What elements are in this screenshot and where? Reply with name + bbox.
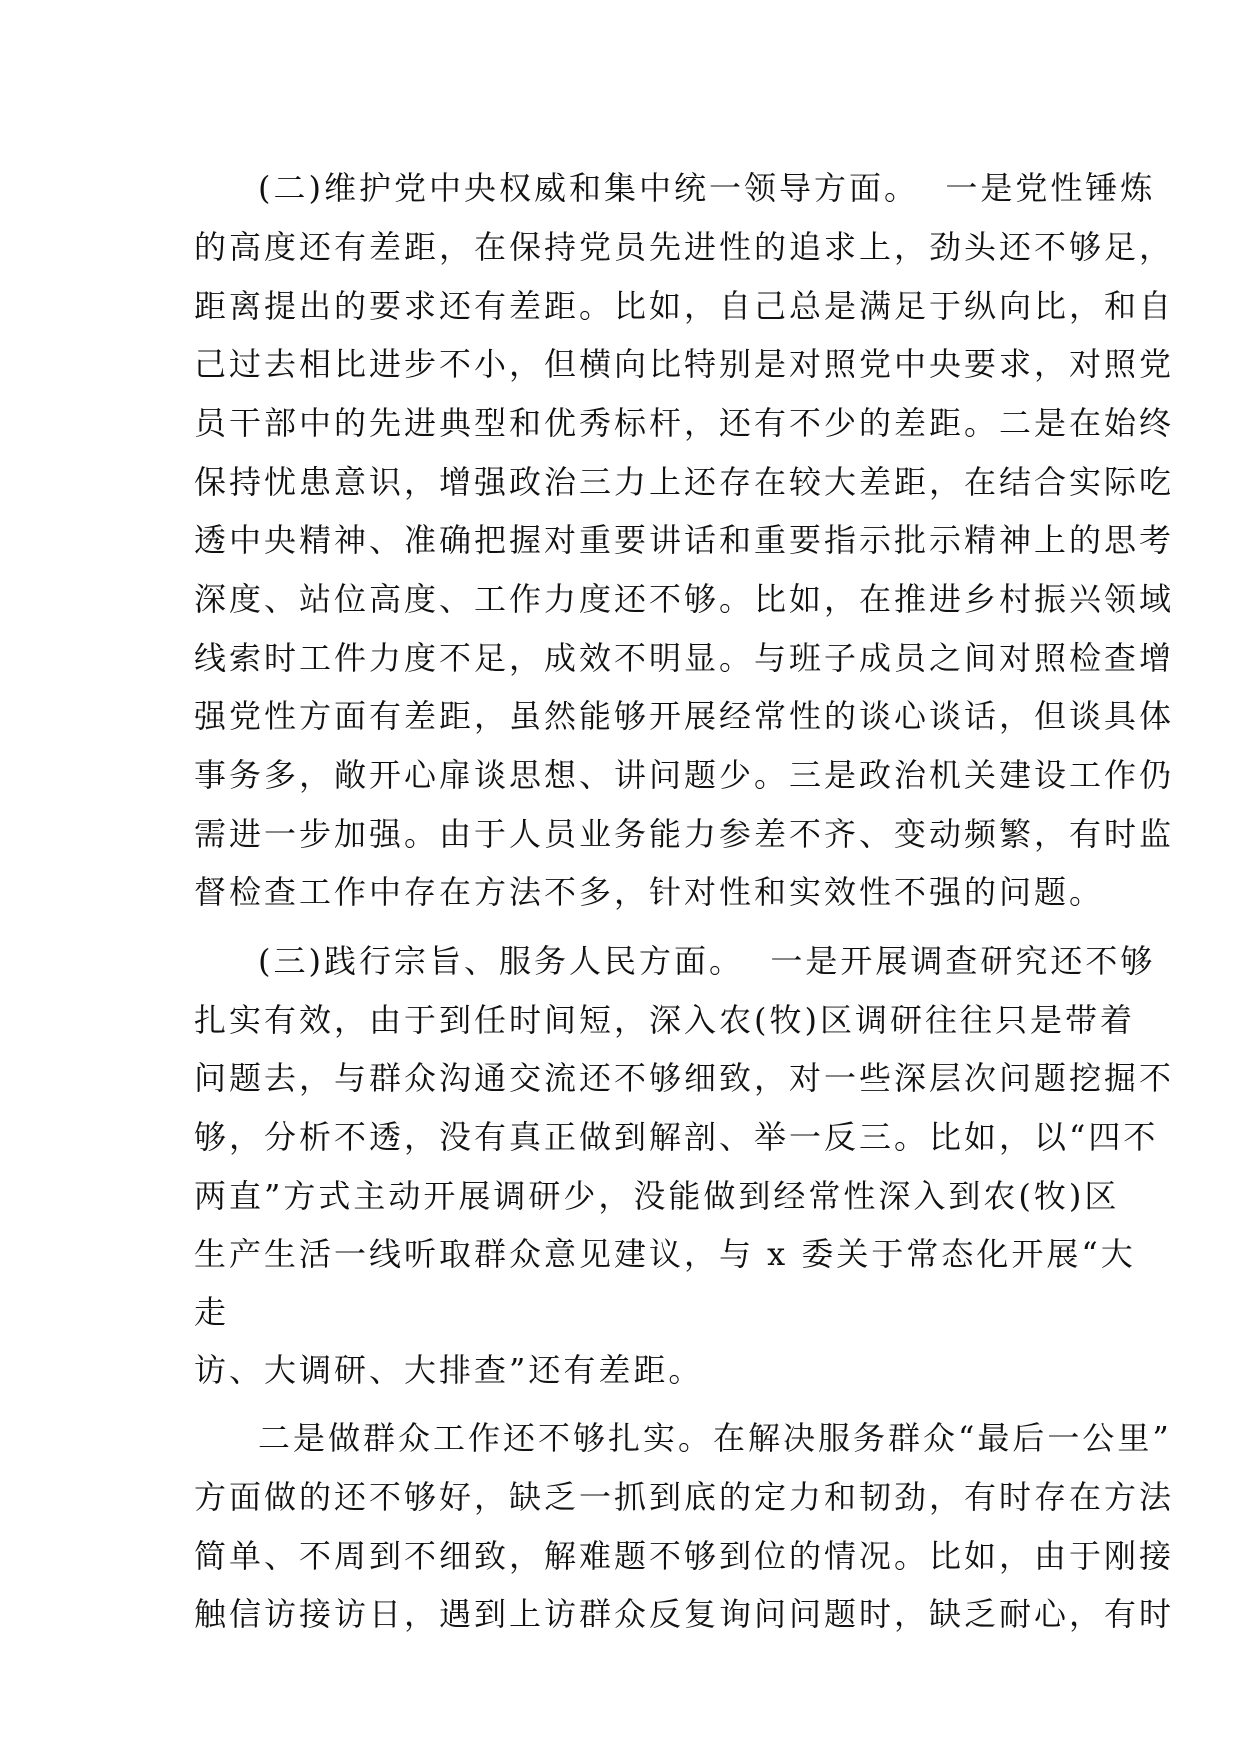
text-line: 扎实有效，由于到任时间短，深入农(牧)区调研往往只是带着 xyxy=(194,1001,1135,1039)
text-line: 己过去相比进步不小，但横向比特别是对照党中央要求，对照党 xyxy=(194,345,1175,383)
text-line: 触信访接访日，遇到上访群众反复询问问题时，缺乏耐心，有时 xyxy=(194,1595,1175,1633)
text-line: 深度、站位高度、工作力度还不够。比如，在推进乡村振兴领域 xyxy=(194,580,1175,618)
text-line: 问题去，与群众沟通交流还不够细致，对一些深层次问题挖掘不 xyxy=(194,1059,1175,1097)
text-line: 方面做的还不够好，缺乏一抓到底的定力和韧劲，有时存在方法 xyxy=(194,1478,1175,1516)
text-line: 够，分析不透，没有真正做到解剖、举一反三。比如，以“四不 xyxy=(194,1118,1159,1156)
text-line: 保持忧患意识，增强政治三力上还存在较大差距，在结合实际吃 xyxy=(194,463,1175,501)
text-line: 的高度还有差距，在保持党员先进性的追求上，劲头还不够足， xyxy=(194,228,1175,266)
text-line: 员干部中的先进典型和优秀标杆，还有不少的差距。二是在始终 xyxy=(194,404,1175,442)
text-line: 二是做群众工作还不够扎实。在解决服务群众“最后一公里” xyxy=(258,1419,1172,1457)
text-line: 线索时工件力度不足，成效不明显。与班子成员之间对照检查增 xyxy=(194,639,1175,677)
text-line: 简单、不周到不细致，解难题不够到位的情况。比如，由于刚接 xyxy=(194,1537,1175,1575)
text-line: 透中央精神、准确把握对重要讲话和重要指示批示精神上的思考 xyxy=(194,521,1175,559)
text-line: 距离提出的要求还有差距。比如，自己总是满足于纵向比，和自 xyxy=(194,287,1175,325)
text-line: (三)践行宗旨、服务人民方面。 一是开展调查研究还不够 xyxy=(258,942,1156,980)
text-line: 两直”方式主动开展调研少，没能做到经常性深入到农(牧)区 xyxy=(194,1177,1120,1215)
text-line: 访、大调研、大排查”还有差距。 xyxy=(194,1351,704,1389)
text-line: (二)维护党中央权威和集中统一领导方面。 一是党性锤炼 xyxy=(258,169,1156,207)
text-line: 事务多，敞开心扉谈思想、讲问题少。三是政治机关建设工作仍 xyxy=(194,756,1175,794)
text-line: 生产生活一线听取群众意见建议，与 x 委关于常态化开展“大 xyxy=(194,1235,1136,1273)
text-line: 走 xyxy=(194,1293,230,1331)
text-line: 督检查工作中存在方法不多，针对性和实效性不强的问题。 xyxy=(194,873,1105,911)
text-line: 需进一步加强。由于人员业务能力参差不齐、变动频繁，有时监 xyxy=(194,815,1175,853)
text-line: 强党性方面有差距，虽然能够开展经常性的谈心谈话，但谈具体 xyxy=(194,697,1175,735)
